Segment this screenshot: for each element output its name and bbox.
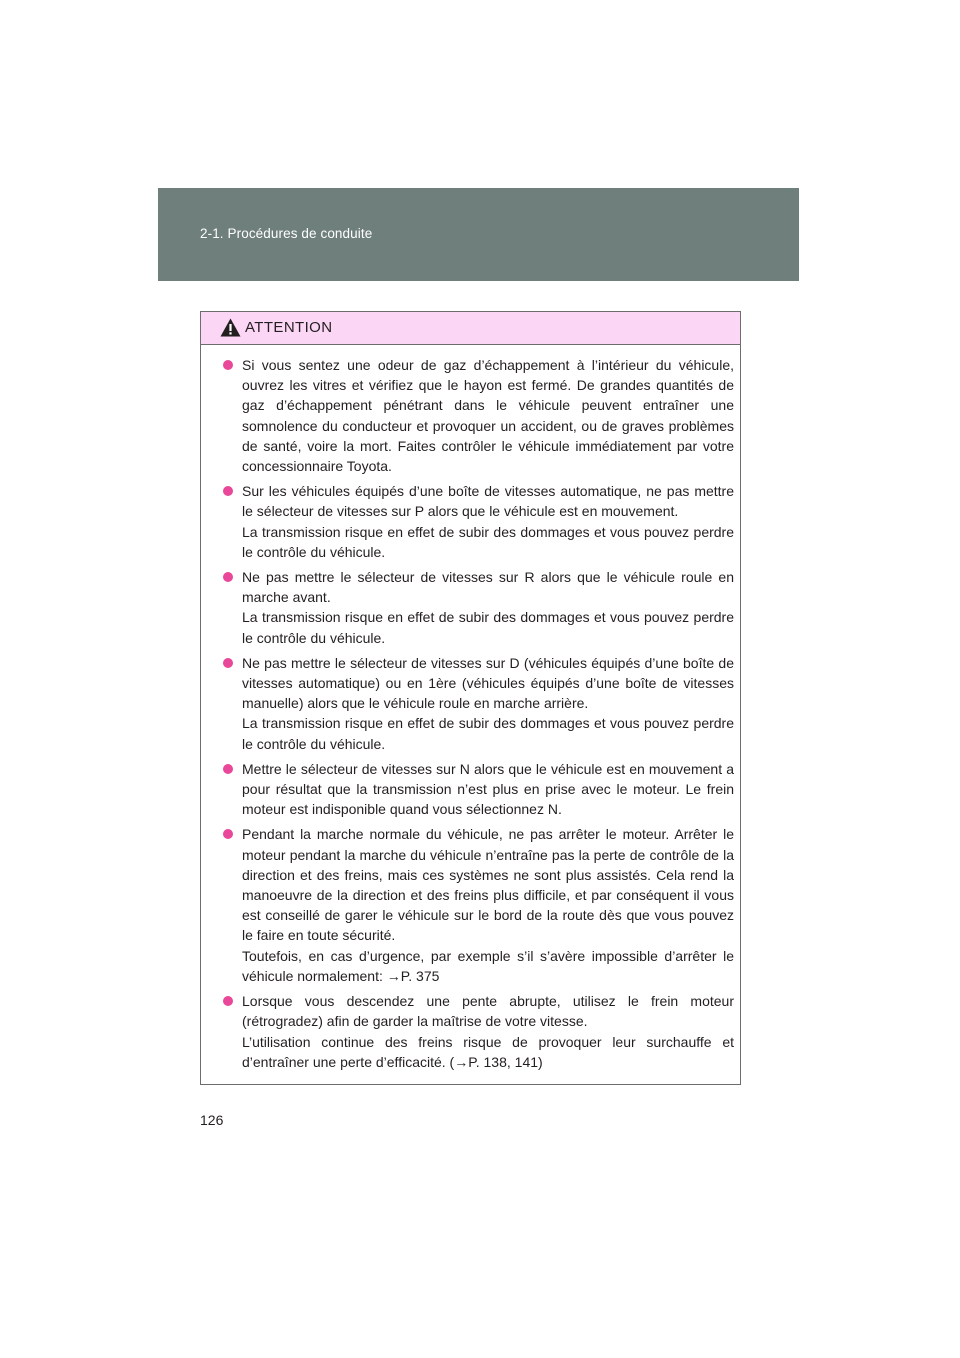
warning-paragraph: Mettre le sélecteur de vitesses sur N alors que le véhicule est en mouvement a pour résultat que la transmission n’est plus en prise avec le moteur. Le frein moteur est indisponible quand vous sélectionnez N. xyxy=(242,760,734,818)
section-header-band xyxy=(158,188,799,281)
warning-body xyxy=(201,345,740,1072)
section-title: 2-1. Procédures de conduite xyxy=(200,226,373,241)
warning-item xyxy=(220,481,734,562)
warning-paragraph: Toutefois, en cas d’urgence, par exemple s’il s’avère impossible d’arrêter le véhicule normalement: →P. 375 xyxy=(242,947,734,984)
warning-paragraph: Si vous sentez une odeur de gaz d’échappement à l’intérieur du véhicule, ouvrez les vitres et vérifiez que le hayon est fermé. De grandes quantités de gaz d’échappement pénétrant dans le véhicule peuvent entraîner une somnolence du conducteur et provoquer un accident, ou de graves problèmes de santé, voire la mort. Faites contrôler le véhicule immédiatement par votre concessionnaire Toyota. xyxy=(242,357,734,475)
warning-paragraph: L’utilisation continue des freins risque de provoquer leur surchauffe et d’entraîner une perte d’efficacité. (→P. 138, 141) xyxy=(242,1033,734,1070)
bullet-dot-icon xyxy=(223,996,233,1006)
bullet-dot-icon xyxy=(223,486,233,496)
warning-paragraph: La transmission risque en effet de subir des dommages et vous pouvez perdre le contrôle du véhicule. xyxy=(242,715,734,752)
warning-title: ATTENTION xyxy=(245,319,333,336)
warning-item xyxy=(220,759,734,820)
bullet-dot-icon xyxy=(223,360,233,370)
warning-header xyxy=(201,312,740,345)
bullet-dot-icon xyxy=(223,658,233,668)
warning-paragraph: Ne pas mettre le sélecteur de vitesses sur R alors que le véhicule roule en marche avant. xyxy=(242,569,734,606)
warning-paragraph: La transmission risque en effet de subir des dommages et vous pouvez perdre le contrôle du véhicule. xyxy=(242,523,734,560)
warning-box xyxy=(200,311,741,1085)
warning-paragraph: Sur les véhicules équipés d’une boîte de vitesses automatique, ne pas mettre le sélecteur de vitesses sur P alors que le véhicule est en mouvement. xyxy=(242,483,734,520)
warning-paragraph: Pendant la marche normale du véhicule, ne pas arrêter le moteur. Arrêter le moteur pendant la marche du véhicule n’entraîne pas la perte de contrôle de la direction et des freins, mais ces systèmes ne sont plus assistés. Cela rend la manoeuvre de la direction et des freins plus difficile, et par conséquent il vous est conseillé de garer le véhicule sur le bord de la route dès que vous pouvez le faire en toute sécurité. xyxy=(242,826,734,944)
page-number: 126 xyxy=(200,1112,224,1128)
bullet-dot-icon xyxy=(223,764,233,774)
warning-triangle-icon xyxy=(220,318,241,337)
warning-item xyxy=(220,653,734,754)
bullet-dot-icon xyxy=(223,572,233,582)
warning-paragraph: Lorsque vous descendez une pente abrupte, utilisez le frein moteur (rétrogradez) afin de garder la maîtrise de votre vitesse. xyxy=(242,993,734,1030)
warning-paragraph: Ne pas mettre le sélecteur de vitesses sur D (véhicules équipés d’une boîte de vitesses automatique) ou en 1ère (véhicules équipés d’une boîte de vitesses manuelle) alors que le véhicule roule en marche arrière. xyxy=(242,654,734,712)
warning-item xyxy=(220,567,734,648)
warning-paragraph: La transmission risque en effet de subir des dommages et vous pouvez perdre le contrôle du véhicule. xyxy=(242,609,734,646)
warning-item xyxy=(220,824,734,986)
warning-item xyxy=(220,355,734,476)
warning-item xyxy=(220,991,734,1072)
bullet-dot-icon xyxy=(223,829,233,839)
